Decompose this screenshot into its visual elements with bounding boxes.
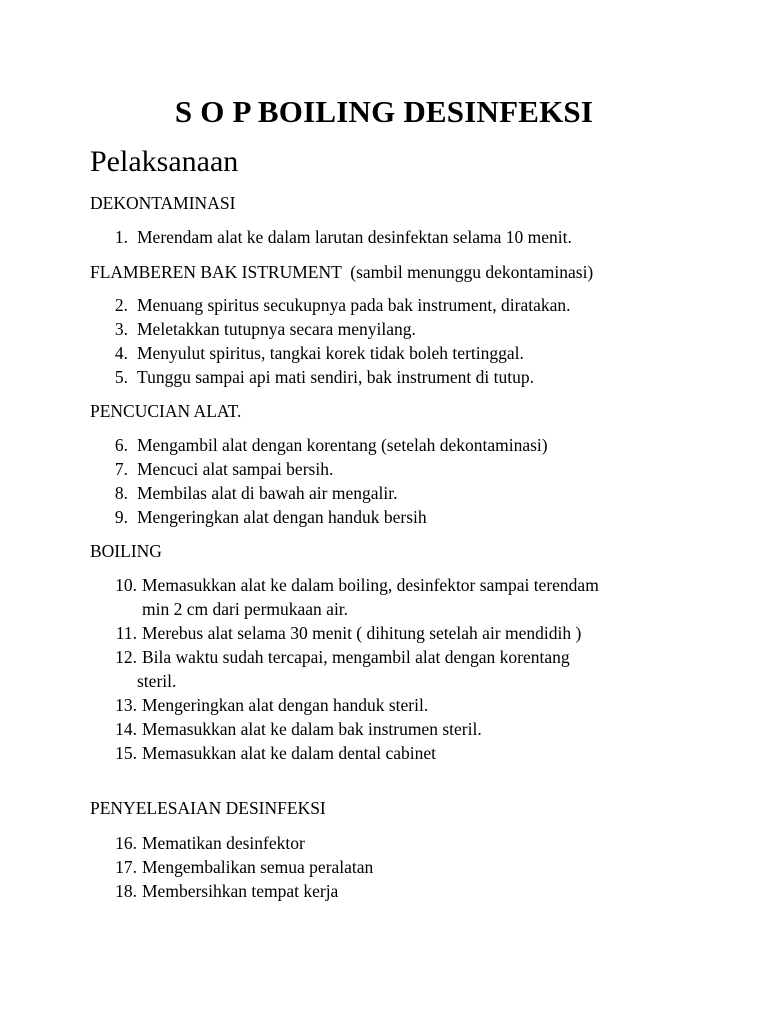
list-item-continuation: steril. <box>137 671 177 691</box>
document-title: S O P BOILING DESINFEKSI <box>174 94 594 129</box>
list-item-number: 14. <box>115 719 137 739</box>
list-item-continuation: min 2 cm dari permukaan air. <box>142 599 349 619</box>
list-item-text: Meletakkan tutupnya secara menyilang. <box>137 319 416 339</box>
list-item-number: 18. <box>115 881 137 901</box>
list-item-text: Merendam alat ke dalam larutan desinfektan selama 10 menit. <box>137 227 572 247</box>
section-heading-penyelesaian: PENYELESAIAN DESINFEKSI <box>90 798 326 818</box>
list-item-text: Memasukkan alat ke dalam bak instrumen steril. <box>142 719 482 739</box>
list-item-number: 12. <box>115 647 137 667</box>
list-item-number: 4. <box>114 343 128 363</box>
list-item-text: Mengeringkan alat dengan handuk bersih <box>137 507 427 527</box>
list-item-number: 13. <box>115 695 137 715</box>
list-item-number: 8. <box>114 483 128 503</box>
list-item-number: 17. <box>115 857 137 877</box>
list-item-text: Menyulut spiritus, tangkai korek tidak boleh tertinggal. <box>137 343 524 363</box>
section-heading-pencucian: PENCUCIAN ALAT. <box>90 401 242 421</box>
list-item-text: Bila waktu sudah tercapai, mengambil alat dengan korentang <box>142 647 570 667</box>
list-item-number: 1. <box>114 227 128 247</box>
list-item-text: Memasukkan alat ke dalam dental cabinet <box>142 743 436 763</box>
document-subtitle: Pelaksanaan <box>90 145 239 178</box>
section-heading-flamberen: FLAMBEREN BAK ISTRUMENT (sambil menunggu dekontaminasi) <box>90 262 594 282</box>
list-item-text: Mengembalikan semua peralatan <box>142 857 374 877</box>
list-item-number: 2. <box>114 295 128 315</box>
list-item-number: 15. <box>115 743 137 763</box>
list-item-number: 3. <box>114 319 128 339</box>
section-heading-dekontaminasi: DEKONTAMINASI <box>90 193 236 213</box>
list-item-text: Membersihkan tempat kerja <box>142 881 339 901</box>
list-item-text: Mengeringkan alat dengan handuk steril. <box>142 695 429 715</box>
list-item-number: 9. <box>114 507 128 527</box>
list-item-number: 5. <box>114 367 128 387</box>
list-item-text: Merebus alat selama 30 menit ( dihitung setelah air mendidih ) <box>142 623 582 643</box>
list-item-number: 6. <box>114 435 128 455</box>
list-item-text: Mencuci alat sampai bersih. <box>137 459 334 479</box>
list-item-number: 7. <box>114 459 128 479</box>
list-item-text: Mematikan desinfektor <box>142 833 305 853</box>
list-item-text: Memasukkan alat ke dalam boiling, desinfektor sampai terendam <box>142 575 599 595</box>
list-item-number: 10. <box>115 575 137 595</box>
list-item-number: 16. <box>115 833 137 853</box>
list-item-text: Membilas alat di bawah air mengalir. <box>137 483 398 503</box>
list-item-text: Menuang spiritus secukupnya pada bak instrument, diratakan. <box>137 295 571 315</box>
section-heading-boiling: BOILING <box>90 541 162 561</box>
list-item-number: 11. <box>115 623 137 643</box>
list-item-text: Tunggu sampai api mati sendiri, bak instrument di tutup. <box>137 367 534 387</box>
list-item-text: Mengambil alat dengan korentang (setelah dekontaminasi) <box>137 435 548 455</box>
